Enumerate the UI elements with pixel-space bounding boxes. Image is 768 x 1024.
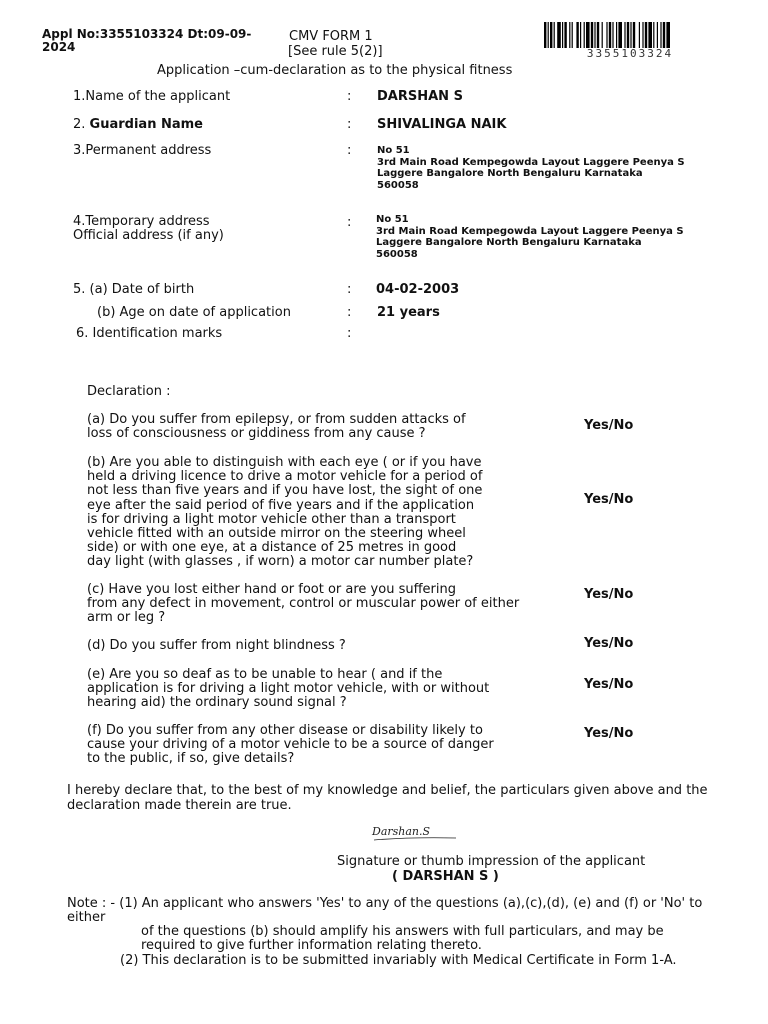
handwritten-signature: [370, 822, 465, 844]
question-b: (b) Are you able to distinguish with each eye ( or if you have held a driving licence to drive a motor vehicle for a period of not less than five years and if you have lost, the sight of one eye after the said period of five years and if the application is for driving a light motor vehicle other than a transport vehicle fitted with an outside mirror on the steering wheel side) or with one eye, at a distance of 25 metres in good day light (with glasses , if worn) a motor car number plate?: [87, 455, 483, 570]
colon: :: [347, 89, 352, 104]
colon: :: [347, 143, 352, 158]
signature-name: ( DARSHAN S ): [392, 869, 499, 884]
note-1-continued: of the questions (b) should amplify his answers with full particulars, and may be required to give further information relating thereto.: [141, 924, 664, 953]
applicant-name-value: DARSHAN S: [377, 89, 463, 104]
colon: :: [347, 305, 352, 320]
question-a: (a) Do you suffer from epilepsy, or from sudden attacks of loss of consciousness or giddiness from any cause ?: [87, 412, 466, 442]
dob-value: 04-02-2003: [376, 282, 460, 297]
barcode-number: 3355103324: [586, 47, 674, 60]
temporary-address-value: No 51 3rd Main Road Kempegowda Layout Laggere Peenya S Laggere Bangalore North Bengaluru Karnataka 560058: [376, 214, 684, 260]
form-heading: Application –cum-declaration as to the physical fitness: [157, 63, 513, 78]
answer-a: Yes/No: [584, 418, 634, 433]
note-1: Note : - (1) An applicant who answers 'Yes' to any of the questions (a),(c),(d), (e) and (f) or 'No' to either: [67, 896, 703, 925]
signature-caption: Signature or thumb impression of the applicant: [337, 854, 646, 869]
question-c: (c) Have you lost either hand or foot or are you suffering from any defect in movement, control or muscular power of either arm or leg ?: [87, 582, 520, 626]
question-e: (e) Are you so deaf as to be unable to hear ( and if the application is for driving a light motor vehicle, with or without hearing aid) the ordinary sound signal ?: [87, 667, 490, 711]
identification-marks-label: 6. Identification marks: [76, 326, 223, 341]
application-number-date: Appl No:3355103324 Dt:09-09-2024: [42, 27, 252, 54]
applicant-name-label: 1.Name of the applicant: [73, 89, 231, 104]
temporary-address-label: 4.Temporary address Official address (if any): [73, 214, 224, 243]
colon: :: [347, 282, 352, 297]
dob-label: 5. (a) Date of birth: [73, 282, 195, 297]
signature-text: Darshan.S: [372, 825, 431, 838]
age-value: 21 years: [377, 305, 440, 320]
colon: :: [347, 326, 352, 341]
question-f: (f) Do you suffer from any other disease or disability likely to cause your driving of a motor vehicle to be a source of danger to the public, if so, give details?: [87, 723, 494, 767]
answer-c: Yes/No: [584, 587, 634, 602]
answer-e: Yes/No: [584, 677, 634, 692]
answer-b: Yes/No: [584, 492, 634, 507]
guardian-name-label: [73, 117, 203, 132]
answer-d: Yes/No: [584, 636, 634, 651]
guardian-label-text: Guardian Name: [89, 117, 203, 132]
guardian-name-value: SHIVALINGA NAIK: [377, 117, 507, 132]
permanent-address-value: No 51 3rd Main Road Kempegowda Layout Laggere Peenya S Laggere Bangalore North Bengaluru Karnataka 560058: [377, 145, 685, 191]
declaration-statement: I hereby declare that, to the best of my knowledge and belief, the particulars given above and the declaration made therein are true.: [67, 783, 708, 813]
form-rule: [See rule 5(2)]: [288, 44, 383, 59]
barcode-image: [544, 22, 716, 48]
permanent-address-label: 3.Permanent address: [73, 143, 212, 158]
colon: :: [347, 117, 352, 132]
form-title: CMV FORM 1: [289, 29, 373, 44]
answer-f: Yes/No: [584, 726, 634, 741]
colon: :: [347, 215, 352, 230]
note-2: (2) This declaration is to be submitted invariably with Medical Certificate in Form 1-A.: [120, 953, 677, 968]
declaration-title: Declaration :: [87, 384, 171, 399]
age-label: (b) Age on date of application: [97, 305, 291, 320]
guardian-number: 2.: [73, 117, 86, 132]
question-d: (d) Do you suffer from night blindness ?: [87, 638, 346, 653]
